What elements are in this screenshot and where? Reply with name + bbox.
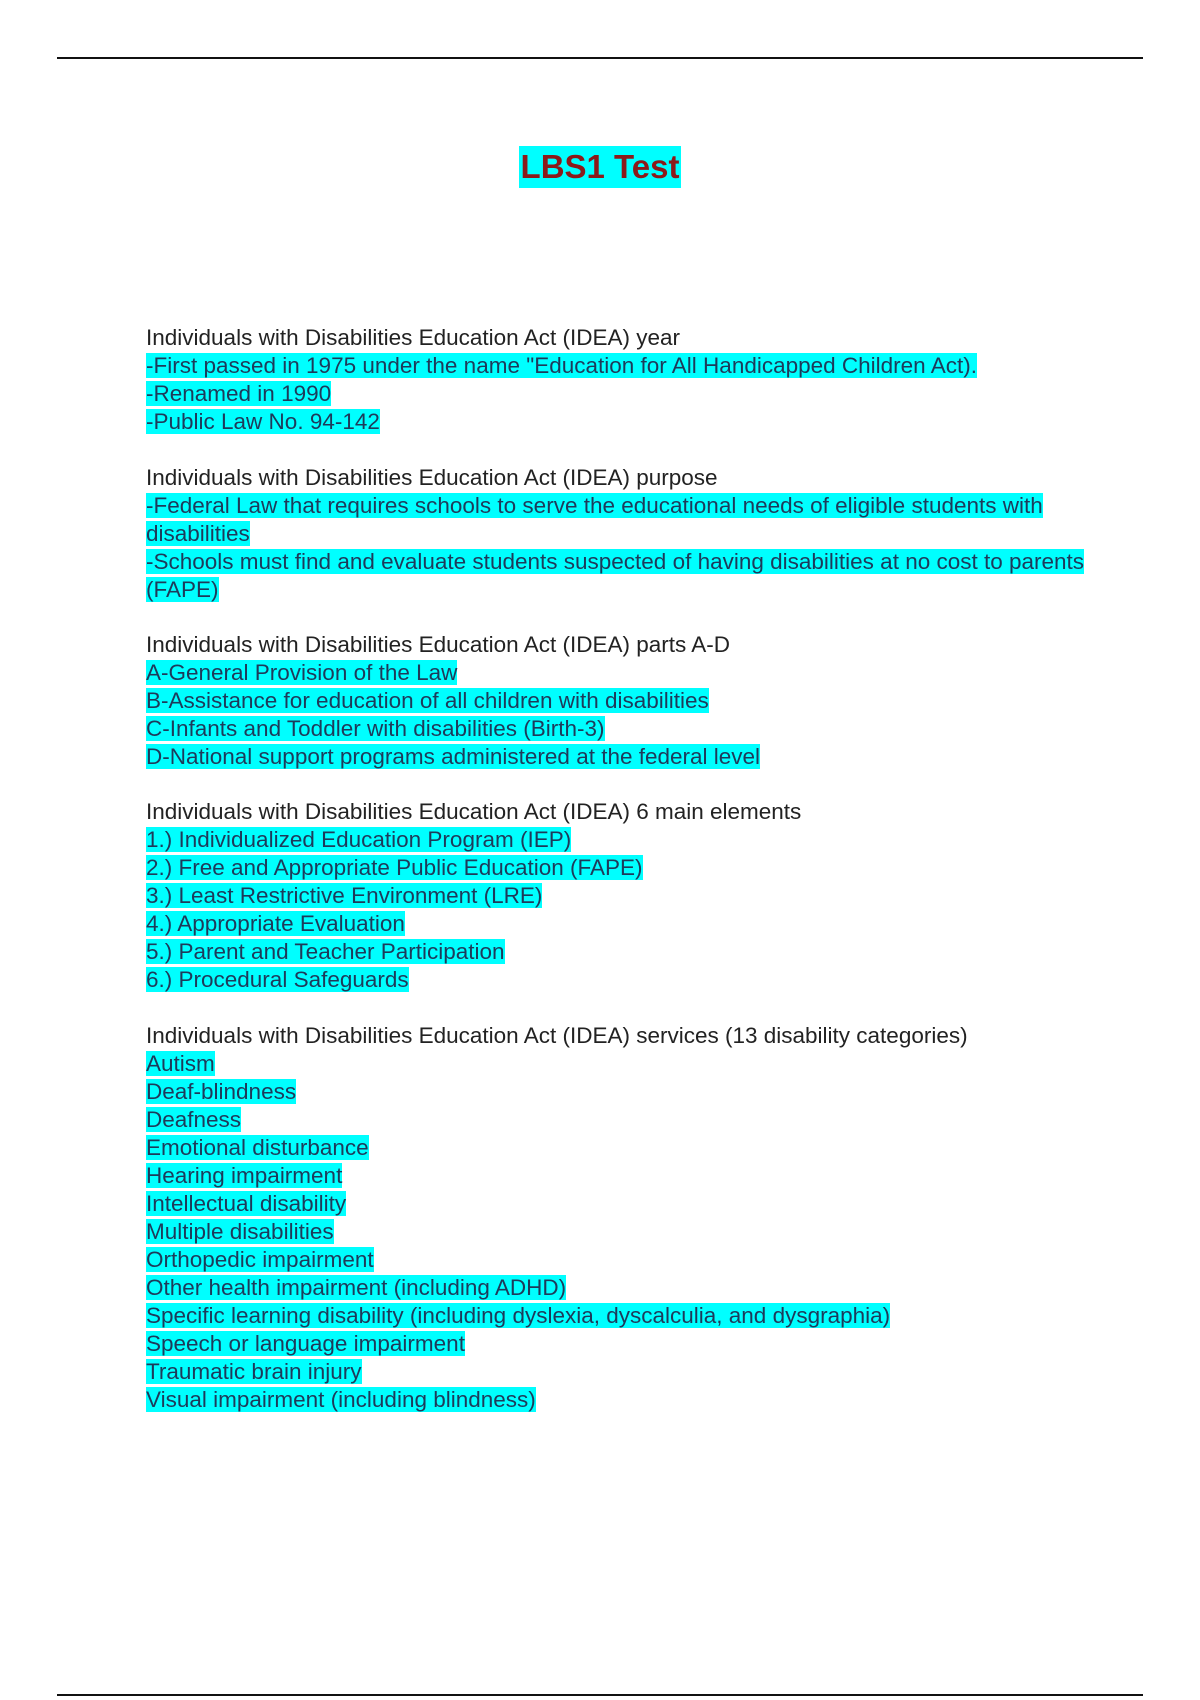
answer-line: B-Assistance for education of all children with disabilities: [146, 688, 709, 713]
answer-line: Autism: [146, 1051, 215, 1076]
answer-line: Hearing impairment: [146, 1163, 343, 1188]
answer-line: Deaf-blindness: [146, 1079, 297, 1104]
answer-line: D-National support programs administered at the federal level: [146, 744, 761, 769]
section-idea-services: [146, 1022, 1086, 1414]
answer-line: Deafness: [146, 1107, 242, 1132]
top-rule: [57, 57, 1143, 59]
section-idea-purpose: [146, 464, 1086, 604]
answer-line: Specific learning disability (including dyslexia, dyscalculia, and dysgraphia): [146, 1303, 891, 1328]
section-heading: Individuals with Disabilities Education Act (IDEA) year: [146, 325, 680, 350]
answer-line: 5.) Parent and Teacher Participation: [146, 939, 505, 964]
answer-line: Traumatic brain injury: [146, 1359, 362, 1384]
answer-line: Visual impairment (including blindness): [146, 1387, 536, 1412]
answer-line: 6.) Procedural Safeguards: [146, 967, 409, 992]
section-idea-year: [146, 324, 1086, 436]
answer-line: -Federal Law that requires schools to serve the educational needs of eligible students with disabilities: [146, 493, 1043, 546]
section-idea-elements: [146, 798, 1086, 994]
answer-line: -First passed in 1975 under the name "Education for All Handicapped Children Act).: [146, 353, 977, 378]
section-heading: Individuals with Disabilities Education Act (IDEA) 6 main elements: [146, 799, 802, 824]
answer-line: Emotional disturbance: [146, 1135, 369, 1160]
answer-line: C-Infants and Toddler with disabilities (Birth-3): [146, 716, 605, 741]
answer-line: -Public Law No. 94-142: [146, 409, 380, 434]
answer-line: Speech or language impairment: [146, 1331, 465, 1356]
bottom-rule: [57, 1694, 1143, 1696]
answer-line: 2.) Free and Appropriate Public Education (FAPE): [146, 855, 643, 880]
answer-line: Other health impairment (including ADHD): [146, 1275, 567, 1300]
section-idea-parts: [146, 631, 1086, 771]
answer-line: -Schools must find and evaluate students suspected of having disabilities at no cost to parents (FAPE): [146, 549, 1085, 602]
answer-line: Intellectual disability: [146, 1191, 347, 1216]
answer-line: 3.) Least Restrictive Environment (LRE): [146, 883, 543, 908]
answer-line: 4.) Appropriate Evaluation: [146, 911, 405, 936]
section-heading: Individuals with Disabilities Education Act (IDEA) parts A-D: [146, 632, 730, 657]
answer-line: -Renamed in 1990: [146, 381, 332, 406]
answer-line: Multiple disabilities: [146, 1219, 334, 1244]
section-heading: Individuals with Disabilities Education Act (IDEA) purpose: [146, 465, 718, 490]
section-heading: Individuals with Disabilities Education Act (IDEA) services (13 disability categories): [146, 1023, 968, 1048]
answer-line: A-General Provision of the Law: [146, 660, 458, 685]
title-block: [0, 146, 1200, 188]
answer-line: Orthopedic impairment: [146, 1247, 374, 1272]
document-title: LBS1 Test: [519, 146, 682, 188]
answer-line: 1.) Individualized Education Program (IEP): [146, 827, 572, 852]
document-body: [146, 324, 1086, 1442]
